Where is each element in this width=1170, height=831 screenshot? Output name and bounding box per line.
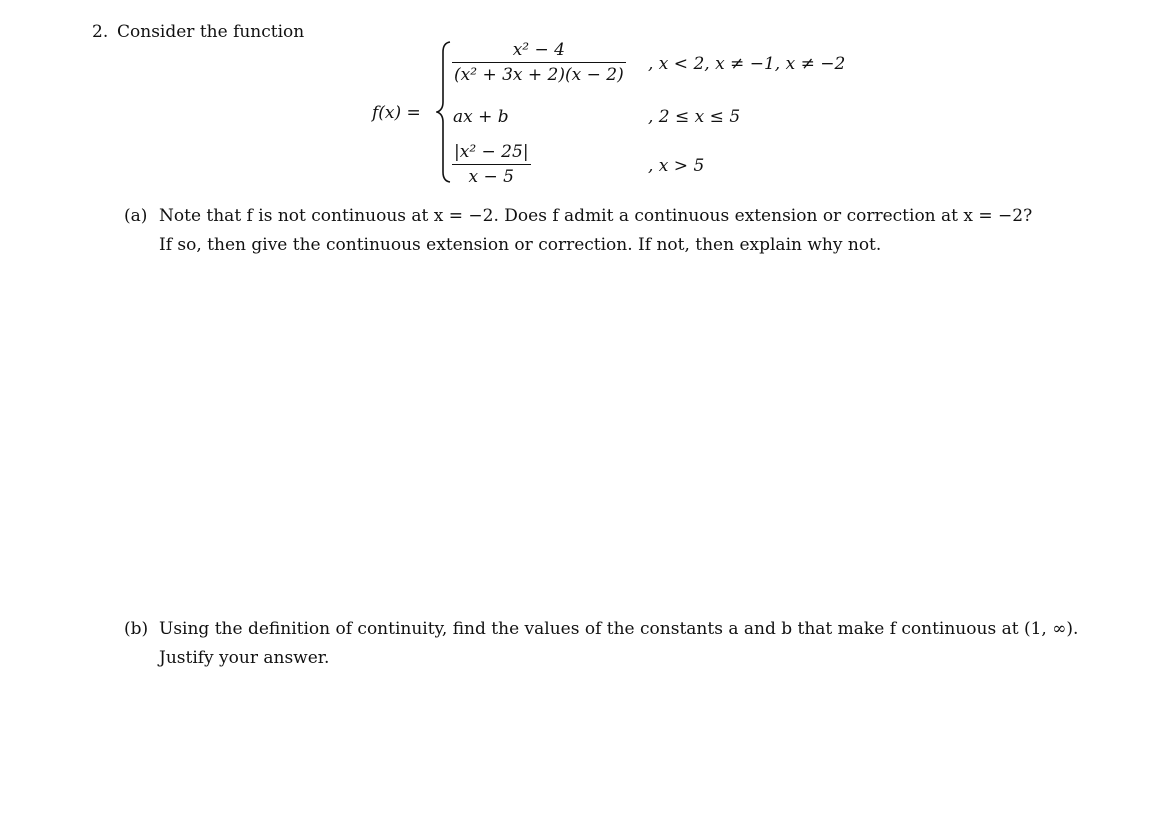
part-b-label: (b)	[124, 619, 149, 639]
case-3-denominator: x − 5	[452, 164, 531, 187]
case-2-condition: , 2 ≤ x ≤ 5	[648, 107, 741, 127]
case-3-numerator: |x² − 25|	[454, 142, 529, 162]
case-1-numerator: x² − 4	[512, 40, 565, 60]
part-b-text-line-2: Justify your answer.	[159, 648, 330, 668]
part-a-label: (a)	[124, 206, 148, 226]
problem-number: 2.	[92, 22, 109, 42]
problem-intro: Consider the function	[117, 22, 305, 42]
part-b-text-line-1: Using the definition of continuity, find the values of the constants a and b that make f continuous at (1, ∞).	[159, 619, 1079, 639]
case-1-condition: , x < 2, x ≠ −1, x ≠ −2	[648, 54, 846, 74]
case-2-expression: ax + b	[453, 107, 509, 127]
case-1-fraction	[452, 40, 626, 85]
part-a-answer-space[interactable]	[124, 270, 1104, 600]
part-a-text-line-2: If so, then give the continuous extension or correction. If not, then explain why not.	[159, 235, 882, 255]
function-label: f(x) =	[372, 103, 421, 123]
part-b-answer-space[interactable]	[124, 680, 1104, 820]
case-1-denominator: (x² + 3x + 2)(x − 2)	[452, 62, 626, 85]
left-brace	[436, 40, 452, 184]
part-a-text-line-1: Note that f is not continuous at x = −2. Does f admit a continuous extension or correction at x = −2?	[159, 206, 1033, 226]
case-3-condition: , x > 5	[648, 156, 705, 176]
case-3-fraction	[452, 142, 531, 187]
